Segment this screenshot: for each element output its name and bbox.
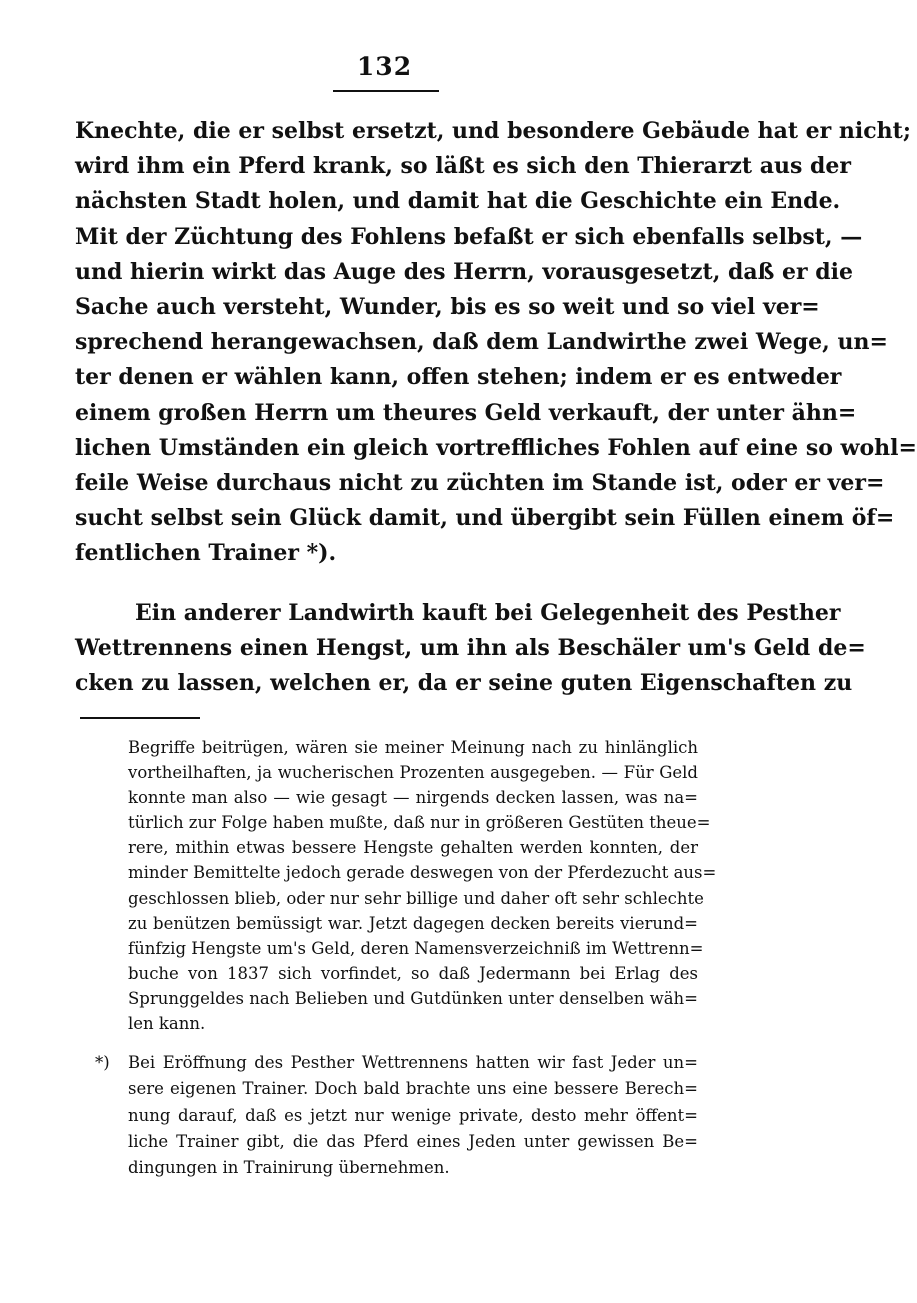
text-line: einem großen Herrn um theures Geld verkauft, der unter ähn= (75, 399, 857, 426)
footnote-line-text: Bei Eröffnung des Pesther Wettrennens hatten wir fast Jeder un= (128, 1053, 698, 1072)
footnote-line: dingungen in Trainirung übernehmen. (128, 1158, 450, 1178)
footnote-line: türlich zur Folge haben mußte, daß nur in größeren Gestüten theue= (128, 813, 711, 833)
text-line: lichen Umständen ein gleich vortreffliches Fohlen auf eine so wohl= (75, 434, 917, 461)
footnote-trainer (95, 1050, 698, 1181)
main-text (75, 114, 917, 701)
footnote-continuation (128, 735, 717, 1036)
text-line: wird ihm ein Pferd krank, so läßt es sich den Thierarzt aus der (75, 153, 851, 180)
footnote-line: fünfzig Hengste um's Geld, deren Namensverzeichniß im Wettrenn= (128, 938, 704, 958)
footnote-line: liche Trainer gibt, die das Pferd eines Jeden unter gewissen Be= (128, 1131, 698, 1151)
footnote-line: sere eigenen Trainer. Doch bald brachte uns eine bessere Berech= (128, 1079, 698, 1099)
text-line: Mit der Züchtung des Fohlens befaßt er sich ebenfalls selbst, — (75, 223, 863, 250)
text-line: Wettrennens einen Hengst, um ihn als Beschäler um's Geld de= (75, 634, 866, 661)
text-line: sucht selbst sein Glück damit, und übergibt sein Füllen einem öf= (75, 505, 895, 532)
text-line: cken zu lassen, welchen er, da er seine guten Eigenschaften zu (75, 670, 853, 697)
paragraph-gap (75, 572, 699, 596)
paragraph-2 (75, 596, 866, 702)
footnote-line: minder Bemittelte jedoch gerade deswegen von der Pferdezucht aus= (128, 863, 717, 883)
page-number: 132 (356, 52, 413, 81)
footnote-line: geschlossen blieb, oder nur sehr billige und daher oft sehr schlechte (128, 888, 704, 908)
paragraph-1 (75, 114, 917, 572)
text-line: nächsten Stadt holen, und damit hat die Geschichte ein Ende. (75, 188, 841, 215)
footnote-line: Begriffe beitrügen, wären sie meiner Meinung nach zu hinlänglich (128, 738, 698, 757)
text-line: feile Weise durchaus nicht zu züchten im Stande ist, oder er ver= (75, 470, 885, 497)
text-line: Sache auch versteht, Wunder, bis es so weit und so viel ver= (75, 294, 820, 321)
footnote-rule (80, 717, 200, 719)
footnote-line: zu benützen bemüssigt war. Jetzt dagegen decken bereits vierund= (128, 913, 698, 933)
footnote-line: len kann. (128, 1014, 206, 1034)
text-line: und hierin wirkt das Auge des Herrn, vorausgesetzt, daß er die (75, 258, 854, 285)
text-line: fentlichen Trainer *). (75, 540, 337, 567)
footnote-line: nung darauf, daß es jetzt nur wenige private, desto mehr öffent= (128, 1105, 698, 1125)
footnote-line: buche von 1837 sich vorfindet, so daß Jedermann bei Erlag des (128, 963, 698, 983)
text-line: ter denen er wählen kann, offen stehen; indem er es entweder (75, 364, 842, 391)
header-rule (333, 90, 439, 92)
text-line: Ein anderer Landwirth kauft bei Gelegenheit des Pesther (135, 599, 841, 626)
footnote-line: konnte man also — wie gesagt — nirgends decken lassen, was na= (128, 788, 698, 808)
footnote-line: Sprunggeldes nach Belieben und Gutdünken unter denselben wäh= (128, 988, 698, 1008)
text-line: sprechend herangewachsen, daß dem Landwirthe zwei Wege, un= (75, 329, 888, 356)
footnote-first-line (95, 1050, 698, 1076)
text-line: Knechte, die er selbst ersetzt, und besondere Gebäude hat er nicht; (75, 118, 911, 144)
footnote-line: vortheilhaften, ja wucherischen Prozenten ausgegeben. — Für Geld (128, 763, 698, 783)
footnote-line: rere, mithin etwas bessere Hengste gehalten werden konnten, der (128, 838, 698, 858)
footnote-marker: *) (95, 1053, 110, 1072)
